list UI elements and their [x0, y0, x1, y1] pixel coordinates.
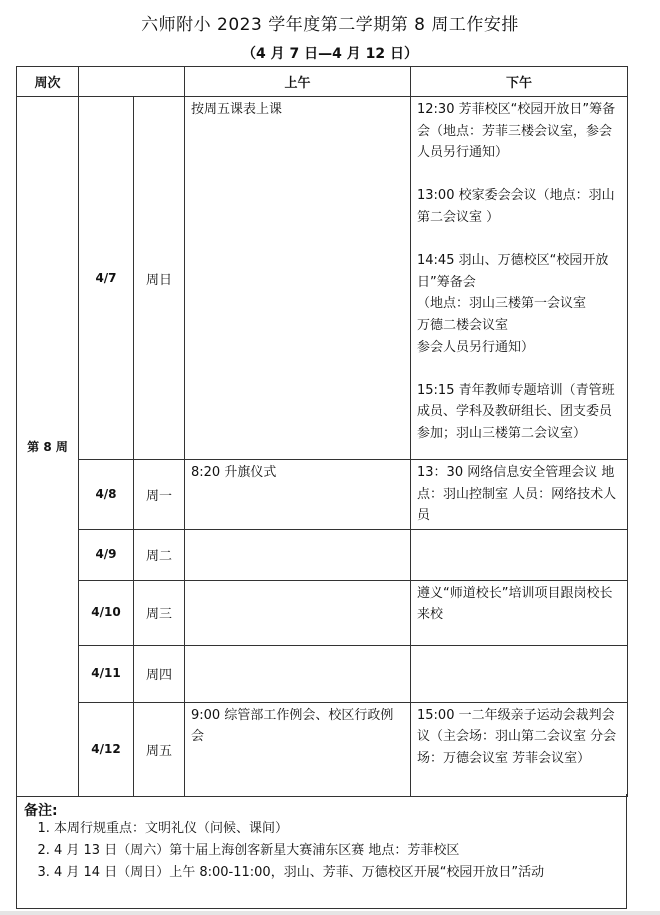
row-pm [411, 530, 627, 534]
table-row [17, 529, 628, 580]
row-day: 周四 [134, 645, 185, 702]
row-am: 8:20 升旗仪式 [191, 465, 277, 480]
header-am: 上午 [185, 67, 411, 97]
header-row [17, 67, 628, 97]
date-range-subtitle: （4 月 7 日—4 月 12 日） [242, 46, 418, 62]
header-week: 周次 [17, 67, 79, 97]
page-title: 六师附小 2023 学年度第二学期第 8 周工作安排 [141, 15, 519, 35]
notes-title: 备注: [24, 803, 58, 819]
notes-section [16, 794, 627, 909]
row-date: 4/7 [95, 270, 117, 285]
row-pm: 遵义“师道校长”培训项目跟岗校长来校 [417, 585, 613, 623]
row-date: 4/10 [91, 605, 121, 620]
row-day: 周日 [134, 97, 185, 460]
notes-list [32, 818, 544, 884]
row-date: 4/8 [95, 486, 117, 501]
row-date: 4/12 [91, 741, 121, 756]
header-date-day [79, 67, 185, 97]
bottom-scroll-bar [0, 911, 660, 915]
row-pm: 15:00 一二年级亲子运动会裁判会议（主会场：羽山第二会议室 分会场：万德会议室 芳菲会议室） [417, 707, 617, 766]
row-pm [411, 646, 627, 650]
schedule-table [16, 66, 628, 797]
table-row [17, 580, 628, 645]
row-pm: 12:30 芳菲校区“校园开放日”筹备会（地点：芳菲三楼会议室，参会人员另行通知） 13:00 校家委会会议（地点：羽山第二会议室 ） 14:45 羽山、万德校区“校园开放日”筹备会 （地点：羽山三楼第一会议室 万德二楼会议室 参会人员另行通知） 15:15 青年教师专题培训（青管班成员、学科及教研组长、团支委员参加；羽山三楼第二会议室） [417, 102, 616, 441]
list-item: 2. 4 月 13 日（周六）第十届上海创客新星大赛浦东区赛 地点：芳菲校区 [54, 840, 544, 862]
list-item: 1. 本周行规重点：文明礼仪（问候、课间） [54, 818, 544, 840]
row-am [185, 530, 410, 534]
table-row [17, 97, 628, 460]
header-pm: 下午 [411, 67, 628, 97]
row-am [185, 646, 410, 650]
list-item: 3. 4 月 14 日（周日）上午 8:00-11:00，羽山、芳菲、万德校区开展“校园开放日”活动 [54, 862, 544, 884]
table-row [17, 702, 628, 796]
row-day: 周五 [134, 702, 185, 796]
row-am: 按周五课表上课 [191, 102, 283, 117]
week-cell [17, 97, 79, 797]
row-date: 4/9 [95, 547, 117, 562]
table-row [17, 460, 628, 530]
row-day: 周一 [134, 460, 185, 530]
row-pm: 13：30 网络信息安全管理会议 地点：羽山控制室 人员：网络技术人员 [417, 465, 617, 524]
row-am: 9:00 综管部工作例会、校区行政例会 [191, 707, 394, 745]
row-day: 周三 [134, 580, 185, 645]
row-am [185, 581, 410, 585]
table-row [17, 645, 628, 702]
week-label: 第 8 周 [27, 439, 68, 454]
row-day: 周二 [134, 529, 185, 580]
row-date: 4/11 [91, 666, 121, 681]
